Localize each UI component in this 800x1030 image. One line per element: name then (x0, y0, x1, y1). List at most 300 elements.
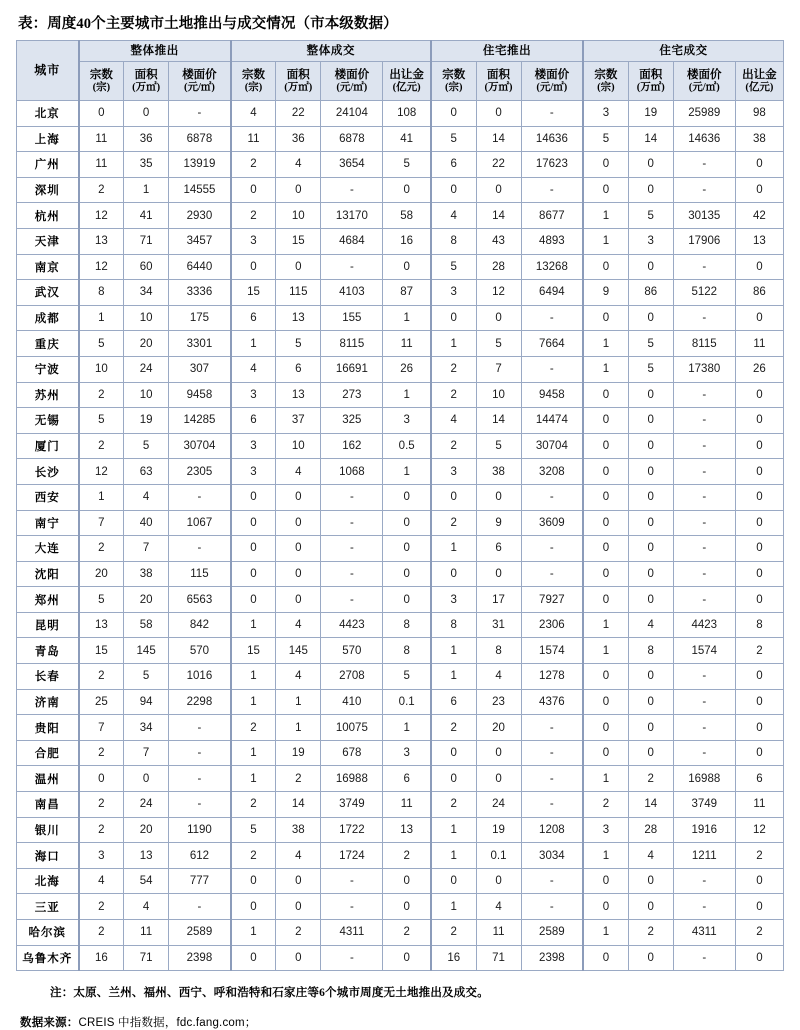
table-cell: 4 (431, 408, 476, 434)
table-cell: 0.1 (383, 689, 431, 715)
table-cell: 11 (735, 331, 783, 357)
table-cell: 0 (431, 561, 476, 587)
table-cell: 0 (628, 484, 673, 510)
table-cell: 5 (231, 817, 276, 843)
table-cell: 0 (276, 536, 321, 562)
header-col-5 (321, 62, 383, 101)
table-cell: - (321, 945, 383, 971)
table-cell: - (169, 792, 231, 818)
table-cell: 17380 (673, 356, 735, 382)
table-cell: 0 (383, 177, 431, 203)
table-cell: 0 (431, 484, 476, 510)
table-cell: 0 (276, 945, 321, 971)
table-cell: 0 (583, 484, 628, 510)
data-source (20, 1014, 784, 1030)
table-cell: 1 (79, 305, 124, 331)
table-cell: 0 (735, 408, 783, 434)
table-cell: 155 (321, 305, 383, 331)
table-cell: 3 (431, 280, 476, 306)
table-cell: 25 (79, 689, 124, 715)
table-cell: 19 (476, 817, 521, 843)
table-cell: 3 (583, 817, 628, 843)
table-cell: 3208 (521, 459, 583, 485)
table-cell: 0 (231, 894, 276, 920)
table-cell: 0 (476, 101, 521, 127)
table-cell: 17906 (673, 228, 735, 254)
table-cell: 2 (231, 792, 276, 818)
table-cell: 12 (735, 817, 783, 843)
table-cell: 1 (276, 715, 321, 741)
header-col-3 (231, 62, 276, 101)
table-cell: 108 (383, 101, 431, 127)
table-cell: 4 (276, 459, 321, 485)
header-city: 城市 (17, 41, 79, 101)
table-cell: 2589 (169, 920, 231, 946)
header-col-13-unit: (亿元) (745, 81, 774, 93)
header-col-10 (583, 62, 628, 101)
header-col-5-unit: (元/㎡) (336, 81, 368, 93)
table-cell: 115 (169, 561, 231, 587)
header-col-8 (476, 62, 521, 101)
table-cell: 2 (628, 920, 673, 946)
header-col-12-name: 楼面价 (687, 68, 722, 81)
table-cell: 1016 (169, 664, 231, 690)
table-cell: 2 (383, 843, 431, 869)
table-cell: 1 (231, 920, 276, 946)
table-cell: 0 (383, 894, 431, 920)
table-cell: 0 (735, 254, 783, 280)
table-cell: 24 (124, 792, 169, 818)
table-cell: 0 (735, 459, 783, 485)
table-cell: - (321, 587, 383, 613)
table-cell: 54 (124, 868, 169, 894)
header-col-8-unit: (万㎡) (484, 81, 513, 93)
table-cell-city: 长沙 (17, 459, 79, 485)
table-cell: 1 (431, 331, 476, 357)
table-cell: 8 (79, 280, 124, 306)
table-cell: 0 (431, 177, 476, 203)
table-cell: 6 (231, 305, 276, 331)
table-cell: - (521, 177, 583, 203)
table-cell: 3 (583, 101, 628, 127)
table-cell: 0 (735, 305, 783, 331)
table-cell: 4 (231, 101, 276, 127)
table-cell: 5 (628, 331, 673, 357)
table-cell: 1 (583, 612, 628, 638)
table-cell: 612 (169, 843, 231, 869)
table-cell: 777 (169, 868, 231, 894)
table-cell: 0 (583, 254, 628, 280)
table-row (17, 715, 784, 741)
header-col-4-unit: (万㎡) (284, 81, 313, 93)
table-cell: - (673, 305, 735, 331)
table-cell-city: 广州 (17, 152, 79, 178)
table-cell: 5 (276, 331, 321, 357)
table-cell: - (169, 766, 231, 792)
table-cell: 6 (431, 689, 476, 715)
table-cell: 7927 (521, 587, 583, 613)
header-col-11 (628, 62, 673, 101)
table-cell: 9 (476, 510, 521, 536)
table-cell: - (169, 536, 231, 562)
table-cell: 307 (169, 356, 231, 382)
table-cell: - (521, 356, 583, 382)
table-cell: 4423 (321, 612, 383, 638)
header-col-12-unit: (元/㎡) (688, 81, 720, 93)
table-cell: 20 (476, 715, 521, 741)
table-cell: 0 (735, 382, 783, 408)
table-cell: - (321, 561, 383, 587)
table-cell: 0 (628, 945, 673, 971)
table-cell: 16988 (321, 766, 383, 792)
table-cell: 570 (321, 638, 383, 664)
table-cell: 40 (124, 510, 169, 536)
table-cell: 0 (628, 433, 673, 459)
table-cell: 24104 (321, 101, 383, 127)
table-cell: 0 (276, 177, 321, 203)
table-cell: 31 (476, 612, 521, 638)
table-cell: 3034 (521, 843, 583, 869)
table-cell: 5 (124, 433, 169, 459)
table-cell: 13919 (169, 152, 231, 178)
table-cell: 0 (583, 740, 628, 766)
table-cell: 0 (735, 868, 783, 894)
table-cell: 14 (276, 792, 321, 818)
table-cell: 7 (79, 715, 124, 741)
header-col-3-name: 宗数 (242, 68, 265, 81)
table-cell: - (673, 689, 735, 715)
table-cell: 0 (231, 561, 276, 587)
table-cell: 0 (583, 715, 628, 741)
table-cell: 0 (583, 433, 628, 459)
table-cell: 5 (583, 126, 628, 152)
table-cell-city: 温州 (17, 766, 79, 792)
table-cell: 17 (476, 587, 521, 613)
table-cell: 842 (169, 612, 231, 638)
table-cell: 8 (383, 612, 431, 638)
header-col-11-unit: (万㎡) (636, 81, 665, 93)
table-cell: 2589 (521, 920, 583, 946)
table-cell: 12 (79, 459, 124, 485)
table-cell: 63 (124, 459, 169, 485)
header-col-10-name: 宗数 (594, 68, 618, 81)
table-cell: 7 (124, 740, 169, 766)
table-cell: 36 (276, 126, 321, 152)
table-cell-city: 海口 (17, 843, 79, 869)
table-cell: 273 (321, 382, 383, 408)
header-col-4 (276, 62, 321, 101)
table-cell: 2 (735, 843, 783, 869)
table-cell-city: 厦门 (17, 433, 79, 459)
table-row (17, 433, 784, 459)
header-col-6-unit: (亿元) (392, 81, 421, 93)
table-cell: - (521, 792, 583, 818)
table-row (17, 945, 784, 971)
table-cell: 2 (231, 152, 276, 178)
table-cell: - (521, 101, 583, 127)
table-cell: 1 (231, 331, 276, 357)
table-cell: 4 (79, 868, 124, 894)
table-cell: 14 (476, 408, 521, 434)
table-row (17, 561, 784, 587)
table-cell: - (673, 945, 735, 971)
table-cell: - (321, 177, 383, 203)
table-cell: 0 (628, 536, 673, 562)
table-cell: 410 (321, 689, 383, 715)
table-cell: 4 (124, 484, 169, 510)
header-group-row (17, 41, 784, 62)
table-cell: 0 (79, 101, 124, 127)
header-col-1-unit: (万㎡) (132, 81, 161, 93)
table-cell: - (673, 561, 735, 587)
table-cell: 2 (583, 792, 628, 818)
table-cell: 0 (231, 868, 276, 894)
table-cell: 1574 (673, 638, 735, 664)
table-cell: 1 (231, 612, 276, 638)
table-cell: 0 (735, 484, 783, 510)
table-cell: 0 (735, 664, 783, 690)
data-source-value: CREIS 中指数据，fdc.fang.com； (78, 1017, 257, 1030)
table-cell: 0 (231, 536, 276, 562)
table-cell: 145 (124, 638, 169, 664)
table-cell: 0 (628, 894, 673, 920)
table-cell: 3 (383, 408, 431, 434)
table-cell: 1 (231, 766, 276, 792)
table-cell: 4103 (321, 280, 383, 306)
table-cell: 0 (231, 587, 276, 613)
table-cell: 8 (628, 638, 673, 664)
table-cell: 0 (583, 382, 628, 408)
table-cell: - (521, 536, 583, 562)
table-cell: - (673, 177, 735, 203)
table-cell: 0 (476, 740, 521, 766)
table-cell: 3336 (169, 280, 231, 306)
table-cell: - (169, 740, 231, 766)
table-cell: 2 (79, 920, 124, 946)
table-cell: 41 (383, 126, 431, 152)
table-cell: - (673, 459, 735, 485)
table-cell: 16988 (673, 766, 735, 792)
table-cell: 12 (79, 254, 124, 280)
table-cell: 6878 (169, 126, 231, 152)
table-cell: 16 (383, 228, 431, 254)
table-cell: 145 (276, 638, 321, 664)
table-cell: 2 (276, 766, 321, 792)
table-cell: - (673, 254, 735, 280)
table-cell: 58 (383, 203, 431, 229)
table-cell: 2 (79, 382, 124, 408)
table-cell: 0 (628, 177, 673, 203)
table-cell-city: 北海 (17, 868, 79, 894)
table-cell: 2 (231, 715, 276, 741)
table-cell: 14555 (169, 177, 231, 203)
table-cell: 0 (735, 894, 783, 920)
table-cell: 0 (476, 305, 521, 331)
table-cell: 0 (583, 689, 628, 715)
table-cell: 13 (276, 305, 321, 331)
table-cell: 1 (583, 920, 628, 946)
table-cell: 24 (476, 792, 521, 818)
table-cell: 2 (79, 740, 124, 766)
table-cell: 5 (476, 433, 521, 459)
table-cell-city: 成都 (17, 305, 79, 331)
table-row (17, 843, 784, 869)
table-cell: 8 (431, 228, 476, 254)
table-cell: 0 (735, 433, 783, 459)
table-cell: 7 (79, 510, 124, 536)
table-cell: - (169, 484, 231, 510)
table-cell: 1916 (673, 817, 735, 843)
table-row (17, 792, 784, 818)
table-cell: 0 (583, 664, 628, 690)
table-cell: 0 (735, 536, 783, 562)
table-cell: - (521, 894, 583, 920)
table-cell: - (521, 715, 583, 741)
table-cell: 4311 (673, 920, 735, 946)
table-cell: 11 (383, 792, 431, 818)
table-cell-city: 深圳 (17, 177, 79, 203)
table-cell: 0 (431, 101, 476, 127)
table-cell: 19 (628, 101, 673, 127)
table-cell: 41 (124, 203, 169, 229)
table-cell: 0 (383, 587, 431, 613)
table-cell: 0.1 (476, 843, 521, 869)
table-cell: 15 (276, 228, 321, 254)
table-cell: 8115 (321, 331, 383, 357)
table-cell: 19 (124, 408, 169, 434)
table-cell: - (673, 510, 735, 536)
table-cell: 1 (383, 382, 431, 408)
table-cell: 10 (124, 305, 169, 331)
table-cell: - (673, 868, 735, 894)
table-cell: 0 (735, 715, 783, 741)
table-cell: 1278 (521, 664, 583, 690)
table-cell: 1067 (169, 510, 231, 536)
header-col-9 (521, 62, 583, 101)
table-cell: - (321, 536, 383, 562)
table-cell: 0 (583, 536, 628, 562)
table-cell: 10 (124, 382, 169, 408)
header-col-0-unit: (宗) (92, 81, 111, 93)
table-cell: 1 (583, 203, 628, 229)
table-cell-city: 南昌 (17, 792, 79, 818)
table-cell: 1 (583, 843, 628, 869)
table-cell: - (521, 766, 583, 792)
table-cell: 0 (431, 305, 476, 331)
table-cell: 58 (124, 612, 169, 638)
table-cell: 13 (735, 228, 783, 254)
table-cell: 2 (735, 920, 783, 946)
header-col-11-name: 面积 (639, 68, 663, 81)
table-cell: 0 (231, 945, 276, 971)
table-cell: 4893 (521, 228, 583, 254)
table-cell: 1190 (169, 817, 231, 843)
page-title: 表：周度40个主要城市土地推出与成交情况（市本级数据） (18, 16, 398, 32)
header-col-8-name: 面积 (487, 68, 511, 81)
table-cell: 1 (431, 843, 476, 869)
table-cell: 14285 (169, 408, 231, 434)
table-cell: 4684 (321, 228, 383, 254)
table-cell: 42 (735, 203, 783, 229)
table-cell: 6 (431, 152, 476, 178)
table-cell: 1 (583, 766, 628, 792)
table-cell: - (321, 868, 383, 894)
table-cell: 34 (124, 715, 169, 741)
table-cell: 0 (735, 510, 783, 536)
table-cell: 0 (628, 715, 673, 741)
table-cell-city: 苏州 (17, 382, 79, 408)
table-row (17, 408, 784, 434)
table-cell: 60 (124, 254, 169, 280)
table-cell: 5 (383, 664, 431, 690)
table-cell: 71 (476, 945, 521, 971)
table-cell: 30704 (169, 433, 231, 459)
table-cell: 25989 (673, 101, 735, 127)
table-cell: 14 (628, 792, 673, 818)
table-cell: 5 (628, 203, 673, 229)
table-cell: 14636 (673, 126, 735, 152)
table-cell: 16 (79, 945, 124, 971)
table-cell: 0 (735, 561, 783, 587)
header-col-13 (735, 62, 783, 101)
table-cell: 4 (476, 664, 521, 690)
table-cell: 2 (79, 536, 124, 562)
table-cell: - (521, 484, 583, 510)
table-cell: 0 (431, 868, 476, 894)
table-cell: 1 (231, 664, 276, 690)
table-row (17, 894, 784, 920)
table-cell-city: 合肥 (17, 740, 79, 766)
table-row (17, 638, 784, 664)
table-cell: 1 (276, 689, 321, 715)
table-cell: 1 (231, 689, 276, 715)
table-cell: 16691 (321, 356, 383, 382)
header-col-10-unit: (宗) (597, 81, 615, 93)
table-cell: 2 (431, 382, 476, 408)
table-cell: 20 (124, 587, 169, 613)
table-cell: 2 (431, 356, 476, 382)
table-row (17, 356, 784, 382)
table-cell: 2 (79, 433, 124, 459)
table-cell: 38 (276, 817, 321, 843)
table-cell: 2298 (169, 689, 231, 715)
table-cell: 13 (276, 382, 321, 408)
header-col-12 (673, 62, 735, 101)
table-cell: 0 (276, 587, 321, 613)
table-cell: - (673, 152, 735, 178)
table-cell-city: 乌鲁木齐 (17, 945, 79, 971)
table-cell-city: 北京 (17, 101, 79, 127)
table-cell: 12 (476, 280, 521, 306)
table-cell: 4 (476, 894, 521, 920)
table-cell-city: 天津 (17, 228, 79, 254)
table-cell: 1 (583, 331, 628, 357)
table-cell: 3749 (321, 792, 383, 818)
table-cell: 14 (476, 203, 521, 229)
table-cell: 20 (79, 561, 124, 587)
header-col-6 (383, 62, 431, 101)
table-cell: 0 (276, 254, 321, 280)
table-cell: 94 (124, 689, 169, 715)
table-cell: - (673, 484, 735, 510)
table-cell: 0 (583, 945, 628, 971)
table-cell: 570 (169, 638, 231, 664)
table-cell-city: 银川 (17, 817, 79, 843)
table-cell: - (673, 536, 735, 562)
table-cell: 22 (276, 101, 321, 127)
table-cell: - (673, 433, 735, 459)
table-cell: 0 (735, 152, 783, 178)
